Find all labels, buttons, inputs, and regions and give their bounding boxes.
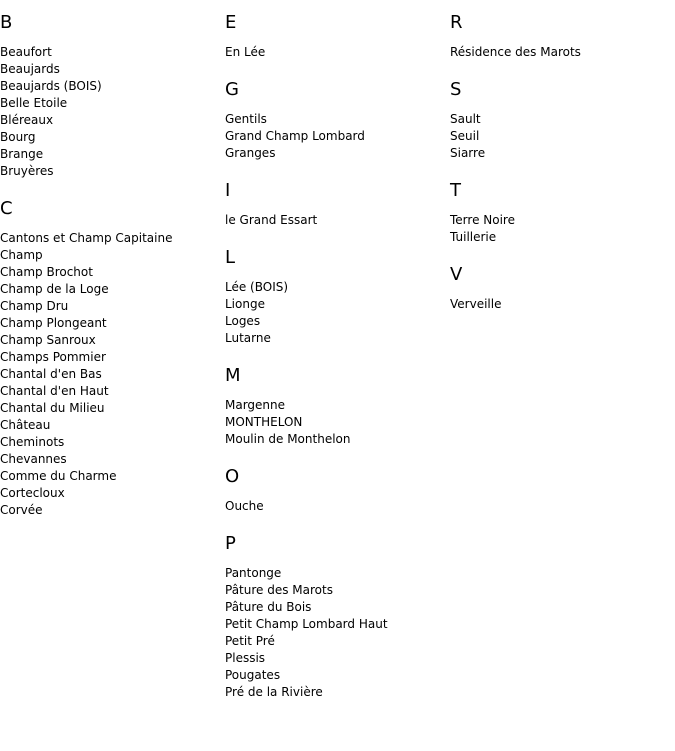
list-item [450,212,670,229]
list-item [225,431,445,448]
place-name-link[interactable]: Chevannes [0,452,67,466]
list-item [450,145,670,162]
place-name-link[interactable]: Sault [450,112,481,126]
list-item [0,417,220,434]
list-item [225,313,445,330]
list-item [225,633,445,650]
list-item [0,281,220,298]
place-name-link[interactable]: Lée (BOIS) [225,280,289,294]
letter-heading: P [225,533,236,554]
place-name-link[interactable]: Pougates [225,668,281,682]
place-name-link[interactable]: Lionge [225,297,265,311]
place-name-link[interactable]: Petit Champ Lombard Haut [225,617,388,631]
letter-heading: S [450,79,462,100]
letter-heading: M [225,365,241,386]
place-name-link[interactable]: Champ Dru [0,299,69,313]
place-name-link[interactable]: Bléreaux [0,113,54,127]
place-name-list [225,565,445,701]
list-item [450,111,670,128]
place-name-link[interactable]: Cheminots [0,435,65,449]
letter-heading: B [0,12,13,33]
letter-group [225,466,445,515]
letter-heading: T [450,180,461,201]
place-name-link[interactable]: Seuil [450,129,480,143]
letter-group [225,365,445,448]
letter-group [225,79,445,162]
place-name-link[interactable]: Cortecloux [0,486,65,500]
letter-group [450,264,670,313]
place-name-link[interactable]: Granges [225,146,276,160]
place-name-link[interactable]: Corvée [0,503,43,517]
place-name-link[interactable]: Château [0,418,51,432]
place-name-link[interactable]: Lutarne [225,331,271,345]
place-name-link[interactable]: Comme du Charme [0,469,117,483]
list-item [0,230,220,247]
list-item [0,485,220,502]
list-item [225,599,445,616]
place-name-link[interactable]: Beaufort [0,45,52,59]
list-item [0,451,220,468]
place-name-link[interactable]: Champs Pommier [0,350,106,364]
place-name-list [450,296,670,313]
list-item [225,498,445,515]
list-item [225,650,445,667]
place-name-link[interactable]: Cantons et Champ Capitaine [0,231,173,245]
place-name-link[interactable]: Champ Brochot [0,265,93,279]
list-item [0,383,220,400]
list-item [0,332,220,349]
letter-group [450,79,670,162]
list-item [0,502,220,519]
index-column-2 [225,12,445,719]
place-name-link[interactable]: Bourg [0,130,36,144]
list-item [225,44,445,61]
list-item [0,112,220,129]
list-item [225,212,445,229]
place-name-link[interactable]: Beaujards [0,62,60,76]
list-item [450,44,670,61]
list-item [450,296,670,313]
place-name-link[interactable]: Champ Plongeant [0,316,107,330]
list-item [0,400,220,417]
index-column-3 [450,12,670,331]
place-name-list [450,212,670,246]
place-name-link[interactable]: Verveille [450,297,502,311]
place-name-list [225,397,445,448]
place-name-link[interactable]: Ouche [225,499,264,513]
list-item [450,229,670,246]
list-item [225,565,445,582]
place-name-link[interactable]: Champ Sanroux [0,333,96,347]
letter-group [450,180,670,246]
list-item [225,684,445,701]
place-name-list [225,498,445,515]
place-name-list [450,44,670,61]
place-name-link[interactable]: Brange [0,147,44,161]
letter-heading: C [0,198,13,219]
list-item [225,279,445,296]
place-name-link[interactable]: Moulin de Monthelon [225,432,351,446]
list-item [0,78,220,95]
list-item [450,128,670,145]
place-name-link[interactable]: MONTHELON [225,415,303,429]
place-name-link[interactable]: Chantal d'en Haut [0,384,109,398]
place-name-link[interactable]: le Grand Essart [225,213,318,227]
letter-heading: I [225,180,231,201]
letter-group [0,12,220,180]
letter-heading: R [450,12,463,33]
place-name-list [225,44,445,61]
place-name-link[interactable]: Pré de la Rivière [225,685,323,699]
letter-heading: E [225,12,237,33]
list-item [0,468,220,485]
letter-heading: O [225,466,240,487]
place-name-link[interactable]: En Lée [225,45,266,59]
place-name-list [225,212,445,229]
index-column-1 [0,12,220,537]
list-item [0,163,220,180]
list-item [225,296,445,313]
place-name-list [0,230,220,519]
letter-group [225,12,445,61]
list-item [0,298,220,315]
list-item [0,264,220,281]
list-item [225,414,445,431]
list-item [0,146,220,163]
place-name-list [225,279,445,347]
list-item [0,247,220,264]
place-name-link[interactable]: Bruyères [0,164,54,178]
place-name-link[interactable]: Beaujards (BOIS) [0,79,102,93]
list-item [0,434,220,451]
place-name-list [225,111,445,162]
list-item [225,397,445,414]
list-item [0,315,220,332]
list-item [225,145,445,162]
place-name-list [450,111,670,162]
place-name-link[interactable]: Résidence des Marots [450,45,581,59]
letter-group [225,180,445,229]
place-name-link[interactable]: Pâture des Marots [225,583,333,597]
list-item [0,95,220,112]
place-name-link[interactable]: Tuillerie [450,230,497,244]
place-name-link[interactable]: Loges [225,314,261,328]
place-name-link[interactable]: Siarre [450,146,486,160]
list-item [0,129,220,146]
place-name-link[interactable]: Gentils [225,112,267,126]
list-item [225,111,445,128]
list-item [0,44,220,61]
place-name-link[interactable]: Grand Champ Lombard [225,129,365,143]
letter-group [0,198,220,519]
place-name-link[interactable]: Terre Noire [450,213,515,227]
letter-group [225,247,445,347]
place-name-link[interactable]: Plessis [225,651,266,665]
list-item [225,667,445,684]
letter-group [450,12,670,61]
list-item [225,616,445,633]
list-item [0,366,220,383]
place-name-link[interactable]: Chantal d'en Bas [0,367,102,381]
list-item [0,349,220,366]
place-name-link[interactable]: Petit Pré [225,634,275,648]
place-name-link[interactable]: Belle Etoile [0,96,68,110]
place-name-link[interactable]: Champ de la Loge [0,282,109,296]
letter-heading: V [450,264,463,285]
letter-heading: L [225,247,236,268]
list-item [225,582,445,599]
place-name-link[interactable]: Margenne [225,398,286,412]
list-item [0,61,220,78]
place-name-link[interactable]: Chantal du Milieu [0,401,105,415]
place-name-list [0,44,220,180]
letter-heading: G [225,79,239,100]
list-item [225,330,445,347]
list-item [225,128,445,145]
letter-group [225,533,445,701]
place-name-link[interactable]: Pantonge [225,566,282,580]
place-name-link[interactable]: Pâture du Bois [225,600,312,614]
place-name-link[interactable]: Champ [0,248,43,262]
